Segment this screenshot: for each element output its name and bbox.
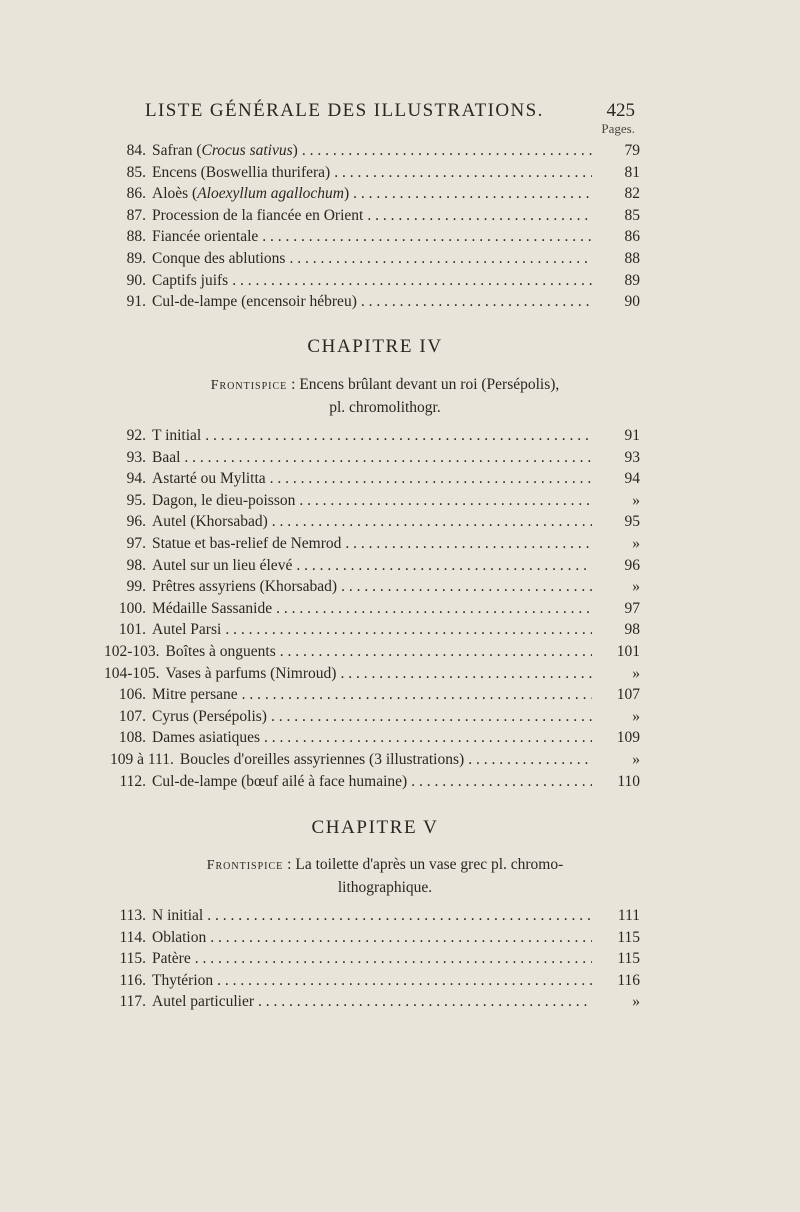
item-label-text: Cul-de-lampe (encensoir hébreu) bbox=[152, 293, 357, 311]
dot-leader bbox=[195, 948, 592, 970]
item-label bbox=[146, 226, 260, 248]
item-page-number: 79 bbox=[624, 142, 640, 159]
item-page-number: » bbox=[632, 578, 640, 596]
item-page-number: 111 bbox=[617, 907, 640, 924]
list-item bbox=[110, 619, 640, 641]
dot-leader bbox=[353, 183, 592, 205]
list-item bbox=[110, 749, 640, 771]
item-page-number: 91 bbox=[624, 427, 640, 444]
dot-leader bbox=[184, 447, 592, 469]
item-number: 87 . bbox=[110, 205, 146, 227]
item-label bbox=[146, 291, 359, 313]
item-number: 116 . bbox=[110, 970, 146, 992]
dot-leader bbox=[411, 771, 592, 793]
list-item bbox=[110, 598, 640, 620]
frontispiece-label: Frontispice bbox=[210, 378, 288, 393]
item-number: 91 . bbox=[110, 291, 146, 313]
list-item bbox=[104, 641, 640, 663]
item-label-suffix: ) bbox=[343, 185, 350, 203]
dot-leader bbox=[205, 425, 592, 447]
item-label bbox=[146, 248, 287, 270]
dot-leader bbox=[264, 727, 592, 749]
dot-leader bbox=[225, 619, 592, 641]
item-label-text: Aloès ( bbox=[152, 185, 198, 203]
item-page-number: 82 bbox=[624, 185, 640, 203]
item-label-text: Encens (Boswellia thurifera) bbox=[152, 163, 331, 181]
item-page-number: 96 bbox=[624, 556, 640, 574]
chapter-heading-4: CHAPITRE IV bbox=[307, 336, 443, 357]
frontispiece-line-1 bbox=[135, 374, 635, 397]
item-page-number: 89 bbox=[624, 271, 640, 289]
item-number: 101 . bbox=[110, 619, 146, 641]
list-item bbox=[110, 162, 640, 184]
item-number: 107 . bbox=[110, 706, 146, 728]
item-label-text: Autel particulier bbox=[152, 993, 254, 1011]
item-label-text: Captifs juifs bbox=[152, 271, 229, 289]
list-item bbox=[110, 183, 640, 205]
item-label bbox=[146, 706, 269, 728]
item-label bbox=[146, 533, 343, 555]
list-item bbox=[110, 248, 640, 270]
item-label-text: Cyrus (Persépolis) bbox=[152, 707, 267, 725]
item-label-text: Baal bbox=[152, 448, 181, 466]
item-page-number: 107 bbox=[616, 686, 640, 704]
dot-leader bbox=[367, 205, 592, 227]
item-label bbox=[160, 663, 339, 685]
item-page-number: 86 bbox=[624, 228, 640, 246]
item-page-number: » bbox=[632, 491, 640, 509]
item-label-text: Statue et bas-relief de Nemrod bbox=[152, 534, 342, 552]
item-number: 99 . bbox=[110, 576, 146, 598]
list-item bbox=[110, 576, 640, 598]
item-page-number: » bbox=[632, 750, 640, 768]
item-number: 108 . bbox=[110, 727, 146, 749]
item-label-suffix: ) bbox=[292, 142, 298, 159]
item-page-number: » bbox=[632, 664, 640, 682]
item-label bbox=[146, 905, 205, 927]
list-item bbox=[110, 425, 640, 447]
illustration-list-chapter-3-end bbox=[110, 140, 640, 313]
frontispiece-text: : La toilette d'après un vase grec pl. chromo- bbox=[287, 856, 564, 873]
item-number: 94 . bbox=[110, 468, 146, 490]
item-label bbox=[146, 511, 270, 533]
item-label-text: Dames asiatiques bbox=[152, 729, 261, 747]
item-page-number: 95 bbox=[624, 513, 640, 531]
list-item bbox=[110, 970, 640, 992]
item-label-latin: Aloexyllum agallochum bbox=[197, 185, 344, 203]
list-item bbox=[110, 205, 640, 227]
item-page-number: 97 bbox=[624, 599, 640, 617]
list-item bbox=[110, 555, 640, 577]
item-number: 97 . bbox=[110, 533, 146, 555]
item-label-text: Procession de la fiancée en Orient bbox=[152, 206, 364, 224]
list-item bbox=[110, 948, 640, 970]
list-item bbox=[110, 270, 640, 292]
frontispiece-label: Frontispice bbox=[206, 858, 284, 873]
list-item bbox=[110, 991, 640, 1013]
dot-leader bbox=[242, 684, 592, 706]
item-number: 85 . bbox=[110, 162, 146, 184]
item-number: 112 . bbox=[110, 771, 146, 793]
item-number: 98 . bbox=[110, 555, 146, 577]
item-page-number: 101 bbox=[616, 642, 640, 660]
item-label-text: Thytérion bbox=[152, 971, 214, 989]
item-number: 84 . bbox=[110, 140, 146, 162]
dot-leader bbox=[302, 140, 592, 162]
frontispiece-chapter-4 bbox=[135, 374, 635, 419]
list-item bbox=[110, 706, 640, 728]
list-item bbox=[110, 533, 640, 555]
dot-leader bbox=[207, 905, 592, 927]
item-label-text: Safran ( bbox=[152, 142, 202, 159]
item-page-number: 109 bbox=[616, 729, 640, 747]
item-number: 95 . bbox=[110, 490, 146, 512]
item-label-text: Autel Parsi bbox=[152, 621, 222, 639]
list-item bbox=[104, 663, 640, 685]
item-label bbox=[146, 468, 268, 490]
item-number: 104-105 . bbox=[104, 663, 160, 685]
item-number: 86 . bbox=[110, 183, 146, 205]
item-page-number: 116 bbox=[617, 971, 640, 989]
item-label-text: N initial bbox=[152, 907, 204, 924]
dot-leader bbox=[289, 248, 592, 270]
item-number: 92 . bbox=[110, 425, 146, 447]
item-page-number: 115 bbox=[617, 928, 640, 946]
dot-leader bbox=[280, 641, 592, 663]
item-page-number: » bbox=[632, 707, 640, 725]
item-label-text: Mitre persane bbox=[152, 686, 238, 704]
item-label-text: Cul-de-lampe (bœuf ailé à face humaine) bbox=[152, 772, 408, 790]
item-page-number: 88 bbox=[624, 249, 640, 267]
item-number: 93 . bbox=[110, 447, 146, 469]
item-page-number: » bbox=[632, 534, 640, 552]
dot-leader bbox=[276, 598, 592, 620]
item-label-text: Oblation bbox=[152, 928, 207, 946]
list-item bbox=[110, 927, 640, 949]
dot-leader bbox=[210, 927, 592, 949]
item-label bbox=[146, 490, 297, 512]
item-number: 109 à 111 . bbox=[110, 749, 174, 771]
item-label bbox=[146, 162, 332, 184]
item-number: 106 . bbox=[110, 684, 146, 706]
item-page-number: 81 bbox=[624, 163, 640, 181]
list-item bbox=[110, 727, 640, 749]
item-label-text: Autel (Khorsabad) bbox=[152, 513, 268, 531]
page-number: 425 bbox=[606, 100, 635, 121]
list-item bbox=[110, 511, 640, 533]
dot-leader bbox=[258, 991, 592, 1013]
list-item bbox=[110, 468, 640, 490]
dot-leader bbox=[232, 270, 592, 292]
item-number: 113 . bbox=[110, 905, 146, 927]
list-item bbox=[110, 905, 640, 927]
list-item bbox=[110, 291, 640, 313]
dot-leader bbox=[296, 555, 592, 577]
list-item bbox=[110, 684, 640, 706]
item-page-number: 93 bbox=[624, 448, 640, 466]
item-page-number: » bbox=[632, 993, 640, 1011]
item-label bbox=[146, 727, 262, 749]
item-label bbox=[146, 183, 351, 205]
item-label-text: Prêtres assyriens (Khorsabad) bbox=[152, 578, 338, 596]
item-label-text: Fiancée orientale bbox=[152, 228, 259, 246]
item-label bbox=[146, 425, 203, 447]
item-page-number: 115 bbox=[617, 950, 640, 968]
list-item bbox=[110, 226, 640, 248]
list-item bbox=[110, 771, 640, 793]
item-number: 90 . bbox=[110, 270, 146, 292]
frontispiece-text: : Encens brûlant devant un roi (Persépolis), bbox=[291, 376, 560, 393]
item-page-number: 110 bbox=[617, 772, 640, 790]
item-label bbox=[146, 771, 409, 793]
item-label bbox=[146, 684, 240, 706]
item-label-text: Patère bbox=[152, 950, 191, 968]
item-label bbox=[146, 447, 182, 469]
item-label bbox=[146, 205, 365, 227]
item-label bbox=[146, 991, 256, 1013]
item-page-number: 90 bbox=[624, 293, 640, 311]
item-label-text: Vases à parfums (Nimroud) bbox=[165, 664, 337, 682]
item-number: 102-103 . bbox=[104, 641, 160, 663]
dot-leader bbox=[262, 226, 592, 248]
item-label bbox=[146, 555, 294, 577]
item-page-number: 85 bbox=[624, 206, 640, 224]
item-number: 89 . bbox=[110, 248, 146, 270]
item-label bbox=[146, 270, 230, 292]
item-label bbox=[146, 619, 223, 641]
dot-leader bbox=[340, 663, 592, 685]
item-label bbox=[174, 749, 466, 771]
page-title: LISTE GÉNÉRALE DES ILLUSTRATIONS. bbox=[145, 100, 544, 121]
illustration-list-chapter-5 bbox=[110, 905, 640, 1013]
item-label bbox=[146, 598, 274, 620]
chapter-heading-5: CHAPITRE V bbox=[311, 817, 439, 838]
dot-leader bbox=[341, 576, 592, 598]
item-number: 88 . bbox=[110, 226, 146, 248]
frontispiece-line-1 bbox=[135, 854, 635, 877]
item-label-text: Médaille Sassanide bbox=[152, 599, 273, 617]
item-label-text: Boucles d'oreilles assyriennes (3 illustrations) bbox=[179, 750, 465, 768]
item-label-text: Conque des ablutions bbox=[152, 249, 286, 267]
dot-leader bbox=[334, 162, 592, 184]
dot-leader bbox=[217, 970, 592, 992]
frontispiece-line-2: pl. chromolithogr. bbox=[329, 399, 441, 416]
item-number: 96 . bbox=[110, 511, 146, 533]
pages-column-label: Pages. bbox=[601, 121, 635, 136]
dot-leader bbox=[272, 511, 592, 533]
item-label-text: Boîtes à onguents bbox=[165, 642, 276, 660]
item-page-number: 98 bbox=[624, 621, 640, 639]
item-label bbox=[146, 576, 339, 598]
list-item bbox=[110, 447, 640, 469]
list-item bbox=[110, 490, 640, 512]
item-label bbox=[146, 970, 215, 992]
illustration-list-chapter-4 bbox=[104, 425, 640, 792]
item-label-text: Astarté ou Mylitta bbox=[152, 470, 266, 488]
frontispiece-line-2: lithographique. bbox=[337, 879, 433, 896]
item-label-text: Dagon, le dieu-poisson bbox=[152, 491, 296, 509]
item-label-text: T initial bbox=[152, 427, 202, 444]
dot-leader bbox=[270, 468, 592, 490]
dot-leader bbox=[345, 533, 592, 555]
dot-leader bbox=[361, 291, 592, 313]
item-number: 114 . bbox=[110, 927, 146, 949]
dot-leader bbox=[468, 749, 592, 771]
frontispiece-chapter-5 bbox=[135, 854, 635, 899]
item-label-text: Autel sur un lieu élevé bbox=[152, 556, 293, 574]
item-number: 115 . bbox=[110, 948, 146, 970]
item-number: 100 . bbox=[110, 598, 146, 620]
list-item bbox=[110, 140, 640, 162]
item-number: 117 . bbox=[110, 991, 146, 1013]
item-label bbox=[146, 948, 193, 970]
dot-leader bbox=[271, 706, 592, 728]
item-label-latin: Crocus sativus bbox=[201, 142, 293, 159]
item-label bbox=[146, 140, 300, 162]
item-page-number: 94 bbox=[624, 470, 640, 488]
item-label bbox=[160, 641, 278, 663]
dot-leader bbox=[299, 490, 592, 512]
item-label bbox=[146, 927, 208, 949]
